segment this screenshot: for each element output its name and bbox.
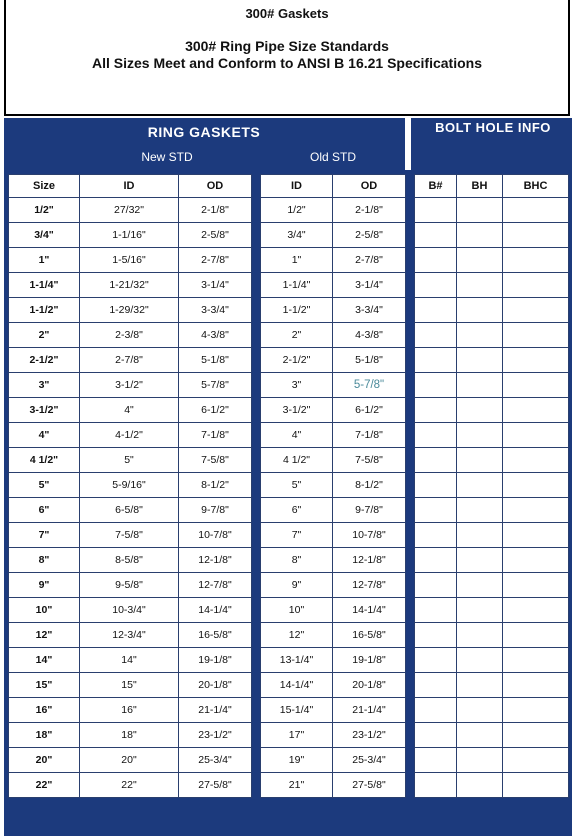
new-od-cell: 7-5/8" — [179, 448, 252, 473]
size-cell: 18" — [9, 723, 80, 748]
new-od-cell: 2-5/8" — [179, 223, 252, 248]
table-row — [415, 423, 569, 448]
bolt-hole-cell — [457, 473, 503, 498]
table-row — [9, 598, 252, 623]
table-row — [9, 273, 252, 298]
bolt-circle-cell — [503, 498, 569, 523]
table-row — [9, 748, 252, 773]
table-row — [261, 373, 406, 398]
old-od-cell: 2-1/8" — [333, 198, 406, 223]
table-row — [9, 523, 252, 548]
bolt-hole-cell — [457, 348, 503, 373]
document-subtitle-1: 300# Ring Pipe Size Standards — [185, 38, 389, 54]
bolt-circle-cell — [503, 673, 569, 698]
old-id-cell: 15-1/4" — [261, 698, 333, 723]
new-id-cell: 15" — [80, 673, 179, 698]
table-row — [261, 523, 406, 548]
table-row — [9, 623, 252, 648]
table-row — [415, 373, 569, 398]
old-id-cell: 19" — [261, 748, 333, 773]
column-header-bolt-circle: BHC — [503, 175, 569, 198]
bolt-circle-cell — [503, 398, 569, 423]
new-od-cell: 27-5/8" — [179, 773, 252, 798]
old-od-cell: 8-1/2" — [333, 473, 406, 498]
old-id-cell: 1" — [261, 248, 333, 273]
bolt-circle-cell — [503, 423, 569, 448]
old-od-cell: 2-5/8" — [333, 223, 406, 248]
new-od-cell: 14-1/4" — [179, 598, 252, 623]
size-cell: 1-1/2" — [9, 298, 80, 323]
old-od-cell: 27-5/8" — [333, 773, 406, 798]
old-od-cell: 9-7/8" — [333, 498, 406, 523]
new-od-cell: 12-7/8" — [179, 573, 252, 598]
table-row — [415, 248, 569, 273]
bolt-hole-cell — [457, 273, 503, 298]
table-frame — [4, 118, 572, 836]
bolt-count-cell — [415, 248, 457, 273]
bolt-circle-cell — [503, 698, 569, 723]
table-row — [9, 698, 252, 723]
table-row — [261, 223, 406, 248]
size-cell: 22" — [9, 773, 80, 798]
old-od-cell: 19-1/8" — [333, 648, 406, 673]
old-od-cell: 12-1/8" — [333, 548, 406, 573]
table-row — [9, 198, 252, 223]
bolt-hole-cell — [457, 223, 503, 248]
table-row — [261, 773, 406, 798]
table-row — [9, 498, 252, 523]
size-cell: 1" — [9, 248, 80, 273]
table-row — [415, 198, 569, 223]
table-row — [261, 398, 406, 423]
old-std-heading: Old STD — [309, 150, 356, 164]
table-row — [415, 673, 569, 698]
size-cell: 12" — [9, 623, 80, 648]
table-row — [415, 298, 569, 323]
size-cell: 3" — [9, 373, 80, 398]
bolt-hole-cell — [457, 298, 503, 323]
old-id-cell: 4 1/2" — [261, 448, 333, 473]
old-id-cell: 1-1/2" — [261, 298, 333, 323]
old-od-cell: 5-1/8" — [333, 348, 406, 373]
table-row — [415, 223, 569, 248]
size-cell: 2" — [9, 323, 80, 348]
new-od-cell: 19-1/8" — [179, 648, 252, 673]
column-header-size: Size — [9, 175, 80, 198]
column-header-bolt-hole: BH — [457, 175, 503, 198]
old-id-cell: 2" — [261, 323, 333, 348]
table-row — [261, 273, 406, 298]
old-od-cell: 3-1/4" — [333, 273, 406, 298]
bolt-circle-cell — [503, 198, 569, 223]
old-id-cell: 7" — [261, 523, 333, 548]
new-id-cell: 4" — [80, 398, 179, 423]
table-row — [261, 673, 406, 698]
bolt-count-cell — [415, 773, 457, 798]
table-row — [415, 323, 569, 348]
old-id-cell: 1-1/4" — [261, 273, 333, 298]
old-od-cell: 7-1/8" — [333, 423, 406, 448]
bolt-count-cell — [415, 623, 457, 648]
old-od-cell: 23-1/2" — [333, 723, 406, 748]
column-header-bolt-count: B# — [415, 175, 457, 198]
old-id-cell: 3/4" — [261, 223, 333, 248]
table-row — [261, 473, 406, 498]
column-header-old-id: ID — [261, 175, 333, 198]
new-od-cell: 9-7/8" — [179, 498, 252, 523]
bolt-hole-cell — [457, 423, 503, 448]
old-id-cell: 3" — [261, 373, 333, 398]
new-id-cell: 1-1/16" — [80, 223, 179, 248]
table-row — [261, 448, 406, 473]
table-row — [415, 698, 569, 723]
column-header-new-id: ID — [80, 175, 179, 198]
size-cell: 3-1/2" — [9, 398, 80, 423]
new-od-cell: 3-1/4" — [179, 273, 252, 298]
table-row — [261, 648, 406, 673]
bolt-count-cell — [415, 573, 457, 598]
table-row — [9, 448, 252, 473]
bolt-count-cell — [415, 698, 457, 723]
new-od-cell: 12-1/8" — [179, 548, 252, 573]
new-id-cell: 16" — [80, 698, 179, 723]
bolt-count-cell — [415, 448, 457, 473]
bolt-count-cell — [415, 548, 457, 573]
old-id-cell: 10" — [261, 598, 333, 623]
new-od-cell: 21-1/4" — [179, 698, 252, 723]
bolt-hole-cell — [457, 698, 503, 723]
bolt-circle-cell — [503, 223, 569, 248]
table-row — [9, 348, 252, 373]
column-header-new-od: OD — [179, 175, 252, 198]
bolt-count-cell — [415, 598, 457, 623]
bolt-circle-cell — [503, 548, 569, 573]
size-cell: 2-1/2" — [9, 348, 80, 373]
new-od-cell: 20-1/8" — [179, 673, 252, 698]
new-id-cell: 12-3/4" — [80, 623, 179, 648]
old-od-cell: 14-1/4" — [333, 598, 406, 623]
new-od-cell: 2-1/8" — [179, 198, 252, 223]
header-divider — [405, 118, 411, 170]
table-row — [415, 348, 569, 373]
table-row — [415, 523, 569, 548]
old-od-cell: 10-7/8" — [333, 523, 406, 548]
table-row — [9, 548, 252, 573]
bolt-hole-cell — [457, 623, 503, 648]
bolt-count-cell — [415, 348, 457, 373]
new-od-cell: 23-1/2" — [179, 723, 252, 748]
size-cell: 7" — [9, 523, 80, 548]
bolt-circle-cell — [503, 623, 569, 648]
bolt-hole-cell — [457, 373, 503, 398]
bolt-circle-cell — [503, 323, 569, 348]
new-std-table — [8, 174, 252, 798]
new-od-cell: 5-7/8" — [179, 373, 252, 398]
old-id-cell: 12" — [261, 623, 333, 648]
bolt-circle-cell — [503, 573, 569, 598]
old-id-cell: 4" — [261, 423, 333, 448]
old-id-cell: 21" — [261, 773, 333, 798]
old-std-header-row — [261, 175, 406, 198]
bolt-hole-cell — [457, 598, 503, 623]
table-row — [9, 373, 252, 398]
old-id-cell: 3-1/2" — [261, 398, 333, 423]
old-id-cell: 6" — [261, 498, 333, 523]
new-id-cell: 4-1/2" — [80, 423, 179, 448]
bolt-hole-table — [414, 174, 569, 798]
bolt-hole-info-heading: BOLT HOLE INFO — [435, 120, 551, 135]
table-row — [261, 423, 406, 448]
old-od-cell: 6-1/2" — [333, 398, 406, 423]
new-std-heading: New STD — [141, 150, 193, 164]
bolt-hole-cell — [457, 673, 503, 698]
table-row — [415, 623, 569, 648]
old-od-cell: 25-3/4" — [333, 748, 406, 773]
document-subtitle-2: All Sizes Meet and Conform to ANSI B 16.21 Specifications — [91, 55, 482, 71]
bolt-hole-cell — [457, 248, 503, 273]
bolt-count-cell — [415, 373, 457, 398]
old-od-cell: 2-7/8" — [333, 248, 406, 273]
new-od-cell: 6-1/2" — [179, 398, 252, 423]
bolt-hole-cell — [457, 723, 503, 748]
bolt-hole-cell — [457, 498, 503, 523]
table-row — [415, 748, 569, 773]
new-id-cell: 3-1/2" — [80, 373, 179, 398]
old-od-cell: 21-1/4" — [333, 698, 406, 723]
new-od-cell: 25-3/4" — [179, 748, 252, 773]
new-id-cell: 20" — [80, 748, 179, 773]
table-row — [415, 723, 569, 748]
size-cell: 3/4" — [9, 223, 80, 248]
size-cell: 1/2" — [9, 198, 80, 223]
bolt-hole-cell — [457, 448, 503, 473]
table-row — [261, 323, 406, 348]
bolt-circle-cell — [503, 448, 569, 473]
table-row — [415, 648, 569, 673]
table-row — [261, 573, 406, 598]
size-cell: 16" — [9, 698, 80, 723]
new-id-cell: 1-29/32" — [80, 298, 179, 323]
table-row — [261, 248, 406, 273]
new-od-cell: 2-7/8" — [179, 248, 252, 273]
new-id-cell: 1-5/16" — [80, 248, 179, 273]
table-row — [9, 773, 252, 798]
new-od-cell: 10-7/8" — [179, 523, 252, 548]
table-row — [415, 273, 569, 298]
old-od-cell: 5-7/8" — [333, 373, 406, 398]
bolt-count-cell — [415, 323, 457, 348]
size-cell: 1-1/4" — [9, 273, 80, 298]
old-id-cell: 8" — [261, 548, 333, 573]
table-row — [9, 648, 252, 673]
bolt-count-cell — [415, 423, 457, 448]
old-id-cell: 5" — [261, 473, 333, 498]
old-od-cell: 12-7/8" — [333, 573, 406, 598]
bolt-circle-cell — [503, 598, 569, 623]
new-id-cell: 9-5/8" — [80, 573, 179, 598]
bolt-circle-cell — [503, 773, 569, 798]
size-cell: 10" — [9, 598, 80, 623]
table-row — [9, 298, 252, 323]
bolt-circle-cell — [503, 648, 569, 673]
size-cell: 6" — [9, 498, 80, 523]
header-box — [4, 0, 570, 116]
size-cell: 14" — [9, 648, 80, 673]
size-cell: 15" — [9, 673, 80, 698]
table-row — [261, 548, 406, 573]
bolt-count-cell — [415, 198, 457, 223]
table-row — [415, 773, 569, 798]
bolt-circle-cell — [503, 723, 569, 748]
size-cell: 20" — [9, 748, 80, 773]
bolt-hole-cell — [457, 773, 503, 798]
bolt-count-cell — [415, 473, 457, 498]
old-od-cell: 16-5/8" — [333, 623, 406, 648]
bolt-hole-cell — [457, 648, 503, 673]
table-row — [415, 498, 569, 523]
new-id-cell: 1-21/32" — [80, 273, 179, 298]
old-id-cell: 9" — [261, 573, 333, 598]
size-cell: 9" — [9, 573, 80, 598]
table-row — [415, 473, 569, 498]
table-row — [9, 673, 252, 698]
new-od-cell: 8-1/2" — [179, 473, 252, 498]
new-id-cell: 7-5/8" — [80, 523, 179, 548]
new-od-cell: 7-1/8" — [179, 423, 252, 448]
old-od-cell: 7-5/8" — [333, 448, 406, 473]
table-row — [415, 573, 569, 598]
new-id-cell: 5-9/16" — [80, 473, 179, 498]
table-row — [261, 298, 406, 323]
old-od-cell: 4-3/8" — [333, 323, 406, 348]
bolt-circle-cell — [503, 298, 569, 323]
column-header-old-od: OD — [333, 175, 406, 198]
new-id-cell: 10-3/4" — [80, 598, 179, 623]
table-row — [261, 498, 406, 523]
size-cell: 4" — [9, 423, 80, 448]
bolt-header-row — [415, 175, 569, 198]
table-row — [261, 748, 406, 773]
new-od-cell: 4-3/8" — [179, 323, 252, 348]
size-cell: 8" — [9, 548, 80, 573]
ring-gaskets-heading: RING GASKETS — [147, 124, 261, 140]
new-od-cell: 3-3/4" — [179, 298, 252, 323]
old-id-cell: 13-1/4" — [261, 648, 333, 673]
bolt-circle-cell — [503, 748, 569, 773]
bolt-hole-cell — [457, 748, 503, 773]
bolt-count-cell — [415, 748, 457, 773]
bolt-hole-cell — [457, 398, 503, 423]
old-id-cell: 2-1/2" — [261, 348, 333, 373]
bolt-hole-cell — [457, 573, 503, 598]
table-row — [9, 223, 252, 248]
new-id-cell: 8-5/8" — [80, 548, 179, 573]
table-row — [415, 598, 569, 623]
old-id-cell: 1/2" — [261, 198, 333, 223]
new-std-header-row — [9, 175, 252, 198]
table-row — [9, 323, 252, 348]
size-cell: 5" — [9, 473, 80, 498]
new-id-cell: 2-3/8" — [80, 323, 179, 348]
table-row — [9, 573, 252, 598]
new-id-cell: 27/32" — [80, 198, 179, 223]
new-id-cell: 18" — [80, 723, 179, 748]
table-row — [261, 623, 406, 648]
bolt-count-cell — [415, 673, 457, 698]
bolt-count-cell — [415, 223, 457, 248]
table-row — [261, 698, 406, 723]
table-row — [261, 348, 406, 373]
bolt-count-cell — [415, 398, 457, 423]
new-id-cell: 14" — [80, 648, 179, 673]
table-row — [9, 398, 252, 423]
bolt-circle-cell — [503, 373, 569, 398]
table-row — [415, 398, 569, 423]
bolt-count-cell — [415, 298, 457, 323]
table-row — [415, 548, 569, 573]
bolt-hole-cell — [457, 323, 503, 348]
bolt-circle-cell — [503, 273, 569, 298]
bolt-count-cell — [415, 273, 457, 298]
new-id-cell: 5" — [80, 448, 179, 473]
old-od-cell: 20-1/8" — [333, 673, 406, 698]
bolt-count-cell — [415, 723, 457, 748]
new-id-cell: 6-5/8" — [80, 498, 179, 523]
new-id-cell: 2-7/8" — [80, 348, 179, 373]
old-id-cell: 14-1/4" — [261, 673, 333, 698]
table-row — [9, 248, 252, 273]
old-id-cell: 17" — [261, 723, 333, 748]
table-row — [261, 723, 406, 748]
table-row — [9, 473, 252, 498]
table-row — [261, 198, 406, 223]
bolt-circle-cell — [503, 248, 569, 273]
table-row — [9, 423, 252, 448]
old-std-table — [260, 174, 406, 798]
new-od-cell: 16-5/8" — [179, 623, 252, 648]
bolt-circle-cell — [503, 473, 569, 498]
new-id-cell: 22" — [80, 773, 179, 798]
bolt-circle-cell — [503, 523, 569, 548]
bolt-count-cell — [415, 498, 457, 523]
bolt-hole-cell — [457, 548, 503, 573]
table-row — [9, 723, 252, 748]
new-od-cell: 5-1/8" — [179, 348, 252, 373]
bolt-hole-cell — [457, 523, 503, 548]
document-title: 300# Gaskets — [245, 6, 329, 21]
size-cell: 4 1/2" — [9, 448, 80, 473]
bolt-circle-cell — [503, 348, 569, 373]
bolt-hole-cell — [457, 198, 503, 223]
old-od-cell: 3-3/4" — [333, 298, 406, 323]
bolt-count-cell — [415, 648, 457, 673]
bolt-count-cell — [415, 523, 457, 548]
table-row — [415, 448, 569, 473]
table-row — [261, 598, 406, 623]
